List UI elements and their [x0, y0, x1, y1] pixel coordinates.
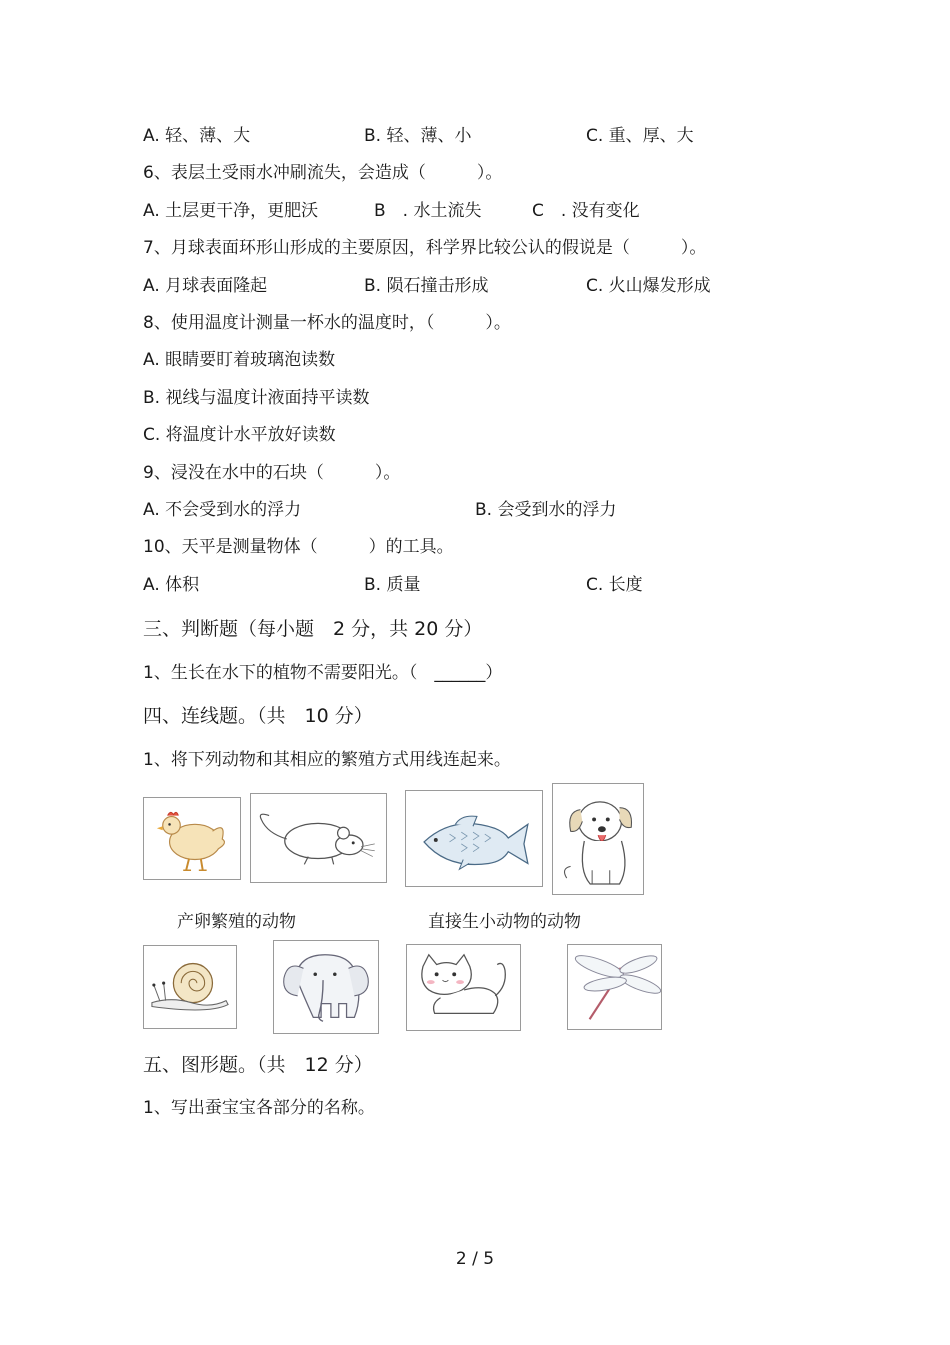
q9-option-a: A. 不会受到水的浮力 — [143, 500, 302, 520]
q6-option-a: A. 土层更干净，更肥沃 — [143, 201, 319, 221]
section-4-q1: 1、将下列动物和其相应的繁殖方式用线连起来。 — [143, 750, 511, 770]
q7-stem: 7、月球表面环形山形成的主要原因，科学界比较公认的假说是（ ）。 — [143, 238, 707, 258]
page-number: 2 / 5 — [455, 1249, 495, 1269]
section-5-title: 五、图形题。（共 12 分） — [143, 1054, 373, 1076]
elephant-picture — [273, 940, 379, 1034]
q10-stem: 10、天平是测量物体（ ）的工具。 — [143, 537, 454, 557]
mouse-icon — [251, 794, 386, 882]
q8-stem: 8、使用温度计测量一杯水的温度时，（ ）。 — [143, 313, 511, 333]
q10-option-b: B. 质量 — [364, 575, 421, 595]
q6-option-b: B . 水土流失 — [374, 201, 482, 221]
q5-option-a: A. 轻、薄、大 — [143, 126, 251, 146]
fish-icon — [406, 791, 542, 886]
hen-picture — [143, 797, 241, 880]
q7-option-a: A. 月球表面隆起 — [143, 276, 268, 296]
fish-picture — [405, 790, 543, 887]
puppy-picture — [552, 783, 644, 895]
q9-option-b: B. 会受到水的浮力 — [475, 500, 617, 520]
q8-option-a: A. 眼睛要盯着玻璃泡读数 — [143, 350, 336, 370]
section-5-q1: 1、写出蚕宝宝各部分的名称。 — [143, 1098, 375, 1118]
q8-option-c: C. 将温度计水平放好读数 — [143, 425, 336, 445]
puppy-icon — [553, 784, 643, 894]
q5-option-b: B. 轻、薄、小 — [364, 126, 472, 146]
section-3-q1: 1、生长在水下的植物不需要阳光。（ ______） — [143, 663, 503, 683]
label-egg-laying-animals: 产卵繁殖的动物 — [177, 912, 296, 932]
section-4-title: 四、连线题。（共 10 分） — [143, 705, 373, 727]
kitten-picture — [406, 944, 521, 1031]
q10-option-c: C. 长度 — [586, 575, 643, 595]
q6-option-c: C . 没有变化 — [532, 201, 640, 221]
snail-icon — [144, 946, 236, 1028]
q8-option-b: B. 视线与温度计液面持平读数 — [143, 388, 370, 408]
dragonfly-icon — [568, 945, 661, 1029]
label-live-birth-animals: 直接生小动物的动物 — [428, 912, 581, 932]
q6-stem: 6、表层土受雨水冲刷流失，会造成（ ）。 — [143, 163, 503, 183]
dragonfly-picture — [567, 944, 662, 1030]
mouse-picture — [250, 793, 387, 883]
elephant-icon — [274, 941, 378, 1033]
q9-stem: 9、浸没在水中的石块（ ）。 — [143, 463, 401, 483]
q10-option-a: A. 体积 — [143, 575, 200, 595]
q5-option-c: C. 重、厚、大 — [586, 126, 694, 146]
section-3-title: 三、判断题（每小题 2 分，共 20 分） — [143, 618, 483, 640]
kitten-icon — [407, 945, 520, 1030]
q7-option-c: C. 火山爆发形成 — [586, 276, 711, 296]
hen-icon — [144, 798, 240, 879]
snail-picture — [143, 945, 237, 1029]
q7-option-b: B. 陨石撞击形成 — [364, 276, 489, 296]
